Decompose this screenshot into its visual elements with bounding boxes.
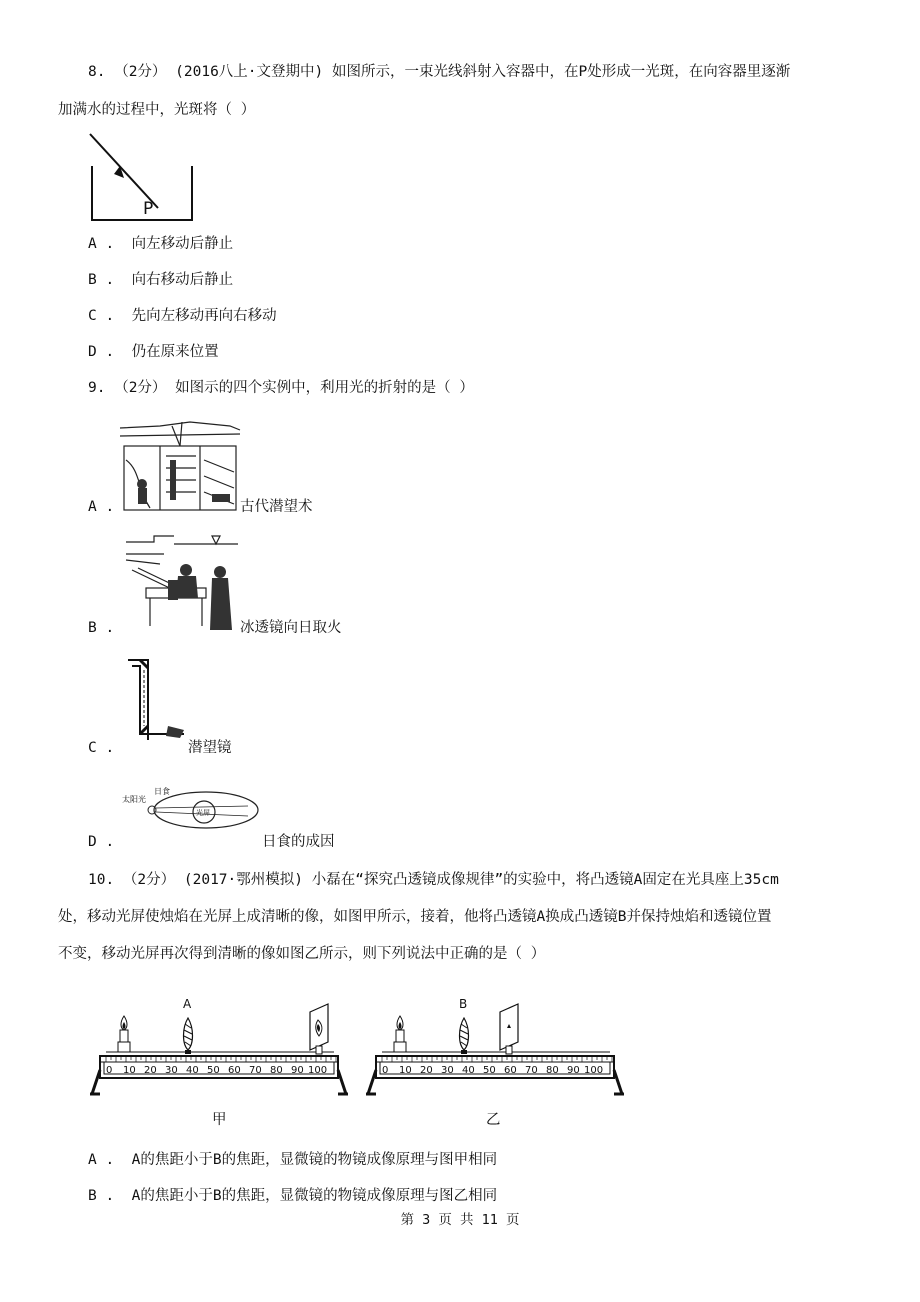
- q9-option-a-caption: 古代潜望术: [240, 499, 313, 515]
- q9-option-a-letter: A .: [88, 499, 115, 515]
- light-screen-icon: [310, 1004, 328, 1054]
- tick-label: 90: [291, 1065, 304, 1076]
- tick-label: 100: [584, 1065, 604, 1076]
- q9-option-b-caption: 冰透镜向日取火: [240, 620, 342, 636]
- tick-label: 60: [228, 1065, 241, 1076]
- q10-option-a: [88, 1150, 497, 1170]
- q8-option-a: [88, 234, 233, 254]
- tick-label: 40: [462, 1065, 475, 1076]
- q8-option-b: [88, 270, 233, 290]
- option-letter: B .: [88, 272, 115, 288]
- tick-label: 30: [165, 1065, 178, 1076]
- tick-label: 50: [207, 1065, 220, 1076]
- option-text: 向右移动后静止: [131, 272, 234, 288]
- tick-label: 50: [483, 1065, 496, 1076]
- q8-stem-line2: 加满水的过程中，光斑将（ ）: [58, 102, 256, 118]
- q10-optical-bench-right: [364, 997, 626, 1096]
- tick-label: 90: [567, 1065, 580, 1076]
- q10-option-b: [88, 1186, 497, 1206]
- q8-stem-line1: 8. （2分） (2016八上·文登期中) 如图所示，一束光线斜射入容器中，在P处形成一光斑，在向容器里逐渐: [88, 64, 791, 80]
- option-letter: B .: [88, 1188, 115, 1204]
- tick-label: 10: [123, 1065, 136, 1076]
- q9-option-d-caption: 日食的成因: [262, 834, 335, 850]
- q8-option-c: [88, 306, 277, 326]
- q10-stem-line2: 处，移动光屏使烛焰在光屏上成清晰的像，如图甲所示，接着，他将凸透镜A换成凸透镜B并保持烛焰和透镜位置: [58, 909, 772, 925]
- tick-label: 40: [186, 1065, 199, 1076]
- q8-container-figure: [88, 132, 196, 224]
- option-letter: D .: [88, 344, 115, 360]
- q8-point-p-label: P: [143, 199, 154, 219]
- tick-label: 20: [420, 1065, 433, 1076]
- tick-label: 60: [504, 1065, 517, 1076]
- q9-periscope-figure: [124, 656, 188, 742]
- q9-ancient-periscope-figure: [120, 420, 240, 512]
- q9-option-c-letter: C .: [88, 740, 115, 756]
- q10-optical-bench-left: [88, 997, 350, 1096]
- tick-label: 0: [106, 1065, 113, 1076]
- option-text: A的焦距小于B的焦距，显微镜的物镜成像原理与图乙相同: [131, 1188, 498, 1204]
- option-letter: C .: [88, 308, 115, 324]
- q9-option-c-caption: 潜望镜: [188, 740, 232, 756]
- q10-stem-line1: 10. （2分） (2017·鄂州模拟) 小磊在“探究凸透镜成像规律”的实验中，将凸透镜A固定在光具座上35cm: [88, 872, 779, 888]
- q10-stem-line3: 不变，移动光屏再次得到清晰的像如图乙所示，则下列说法中正确的是（ ）: [58, 946, 546, 962]
- tick-label: 80: [270, 1065, 283, 1076]
- q9-solar-eclipse-figure: [120, 782, 260, 832]
- convex-lens-b-icon: [460, 1018, 469, 1054]
- q9-screen-label: 光屏: [196, 809, 210, 817]
- tick-label: 30: [441, 1065, 454, 1076]
- q9-eclipse-label: 日食: [154, 787, 170, 796]
- option-letter: A .: [88, 1152, 115, 1168]
- lens-a-label: A: [183, 997, 192, 1011]
- option-letter: A .: [88, 236, 115, 252]
- tick-label: 10: [399, 1065, 412, 1076]
- convex-lens-a-icon: [184, 1018, 193, 1054]
- q9-sunlight-label: 太阳光: [122, 795, 146, 804]
- tick-label: 0: [382, 1065, 389, 1076]
- tick-label: 70: [525, 1065, 538, 1076]
- q9-option-b-letter: B .: [88, 620, 115, 636]
- option-text: A的焦距小于B的焦距，显微镜的物镜成像原理与图甲相同: [131, 1152, 498, 1168]
- option-text: 向左移动后静止: [131, 236, 234, 252]
- light-screen-icon: [500, 1004, 518, 1054]
- tick-label: 80: [546, 1065, 559, 1076]
- q10-figure-right-caption: 乙: [486, 1112, 501, 1128]
- tick-label: 100: [308, 1065, 328, 1076]
- tick-label: 70: [249, 1065, 262, 1076]
- q9-stem: 9. （2分） 如图示的四个实例中，利用光的折射的是（ ）: [88, 380, 474, 396]
- option-text: 仍在原来位置: [131, 344, 219, 360]
- q9-ice-lens-figure: [124, 534, 240, 634]
- q8-option-d: [88, 342, 219, 362]
- tick-label: 20: [144, 1065, 157, 1076]
- candle-icon: [118, 1016, 130, 1052]
- candle-icon: [394, 1016, 406, 1052]
- q10-figure-left-caption: 甲: [212, 1112, 227, 1128]
- page-footer: 第 3 页 共 11 页: [400, 1212, 520, 1228]
- q9-option-d-letter: D .: [88, 834, 115, 850]
- option-text: 先向左移动再向右移动: [131, 308, 277, 324]
- lens-b-label: B: [459, 997, 468, 1011]
